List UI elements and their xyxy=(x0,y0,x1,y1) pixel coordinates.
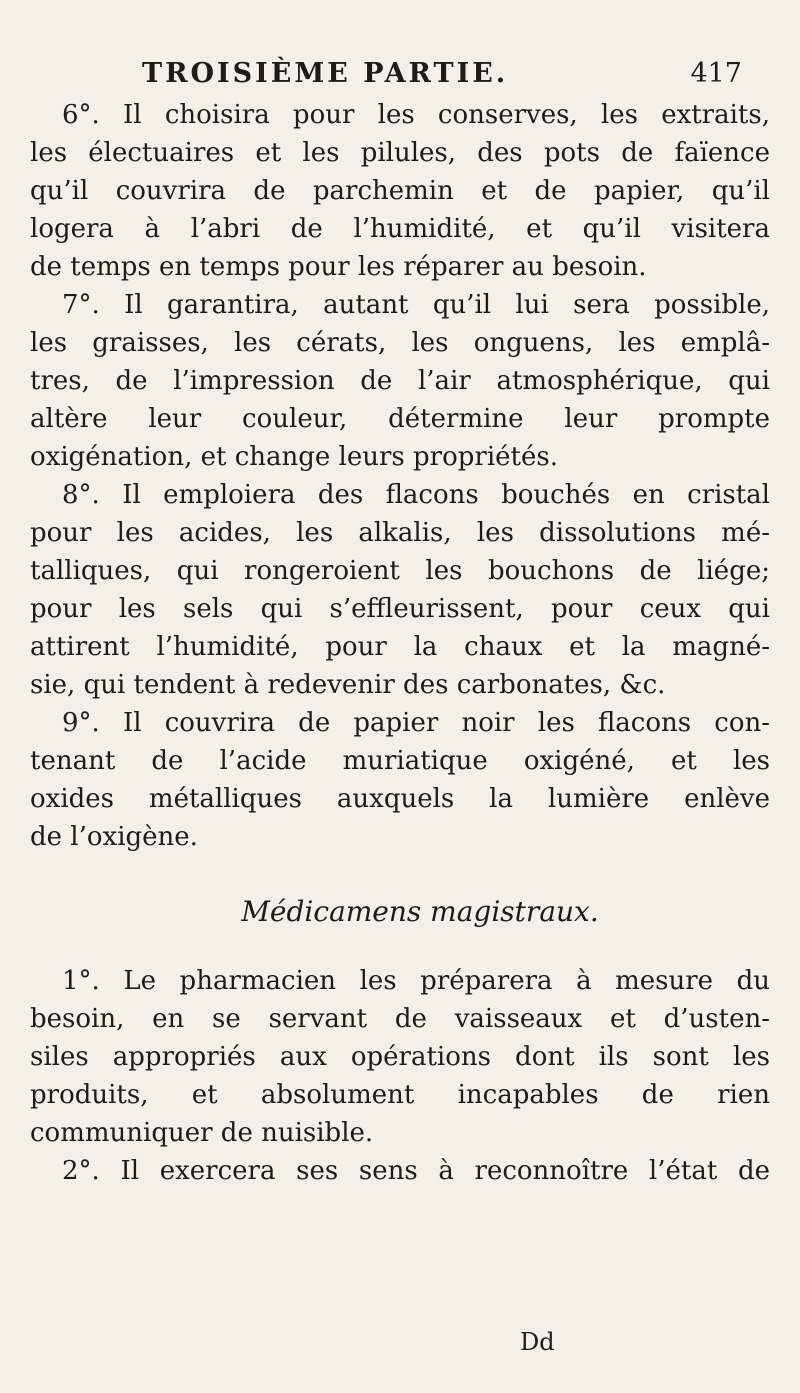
text-line: 2°. Il exercera ses sens à reconnoître l’état de xyxy=(62,1156,770,1186)
paragraph-7 xyxy=(30,286,770,476)
text-line: oxides métalliques auxquels la lumière enlève xyxy=(30,784,770,814)
text-line: 8°. Il emploiera des flacons bouchés en cristal xyxy=(62,480,770,510)
text-line: 7°. Il garantira, autant qu’il lui sera possible, xyxy=(62,290,770,320)
text-line: tenant de l’acide muriatique oxigéné, et les xyxy=(30,746,770,776)
text-line: de l’oxigène. xyxy=(30,822,198,852)
text-line: pour les sels qui s’effleurissent, pour ceux qui xyxy=(30,594,770,624)
paragraph-8 xyxy=(30,476,770,704)
text-line: les graisses, les cérats, les onguens, les emplâ- xyxy=(30,328,770,358)
text-line: altère leur couleur, détermine leur prompte xyxy=(30,404,770,434)
text-line: besoin, en se servant de vaisseaux et d’usten- xyxy=(30,1004,770,1034)
paragraph-magistral-2 xyxy=(30,1152,770,1190)
text-line: attirent l’humidité, pour la chaux et la magné- xyxy=(30,632,770,662)
text-line: oxigénation, et change leurs propriétés. xyxy=(30,442,558,472)
signature-mark: Dd xyxy=(520,1328,555,1356)
text-line: siles appropriés aux opérations dont ils sont les xyxy=(30,1042,770,1072)
text-line: sie, qui tendent à redevenir des carbonates, &c. xyxy=(30,670,666,700)
page-number: 417 xyxy=(690,58,742,89)
text-line: produits, et absolument incapables de rien xyxy=(30,1080,770,1110)
section-heading: Médicamens magistraux. xyxy=(241,895,599,928)
body-text xyxy=(30,96,770,1190)
text-line: communiquer de nuisible. xyxy=(30,1118,374,1148)
paragraph-6 xyxy=(30,96,770,286)
text-line: talliques, qui rongeroient les bouchons de liége; xyxy=(30,556,770,586)
text-line: 6°. Il choisira pour les conserves, les extraits, xyxy=(62,100,770,130)
text-line: logera à l’abri de l’humidité, et qu’il visitera xyxy=(30,214,770,244)
text-line: les électuaires et les pilules, des pots de faïence xyxy=(30,138,770,168)
text-line: pour les acides, les alkalis, les dissolutions mé- xyxy=(30,518,770,548)
text-line: tres, de l’impression de l’air atmosphérique, qui xyxy=(30,366,770,396)
text-line: qu’il couvrira de parchemin et de papier, qu’il xyxy=(30,176,770,206)
paragraph-9 xyxy=(30,704,770,856)
paragraph-magistral-1 xyxy=(30,962,770,1152)
text-line: 1°. Le pharmacien les préparera à mesure du xyxy=(62,966,770,996)
text-line: 9°. Il couvrira de papier noir les flacons con- xyxy=(62,708,770,738)
running-title: TROISIÈME PARTIE. xyxy=(142,58,509,89)
text-line: de temps en temps pour les réparer au besoin. xyxy=(30,252,647,282)
